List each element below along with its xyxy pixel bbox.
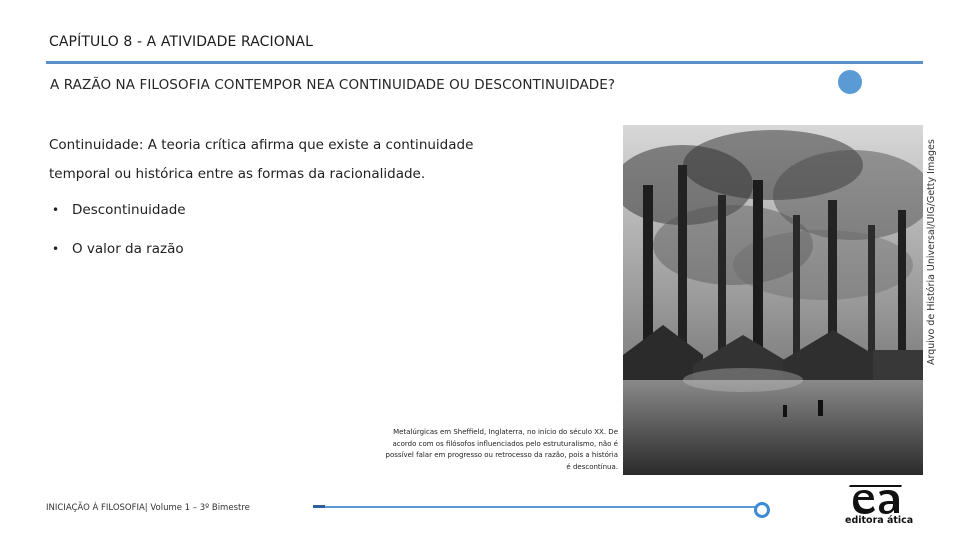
- caption-line: acordo com os filósofos influenciados pelo estruturalismo, não é: [392, 439, 618, 448]
- bullet-icon: •: [52, 203, 60, 217]
- header-rule: [46, 61, 923, 64]
- caption-line: Metalúrgicas em Sheffield, Inglaterra, no início do século XX. De: [393, 428, 618, 436]
- bullet-icon: •: [52, 242, 60, 256]
- photo-credit-text: Arquivo de História Universal/UIG/Getty Images: [926, 139, 937, 365]
- footer-line-start: [313, 505, 325, 508]
- photo-credit: [926, 115, 940, 365]
- caption-line: é descontínua.: [566, 462, 618, 471]
- chapter-title: CAPÍTULO 8 - A ATIVIDADE RACIONAL: [49, 34, 314, 50]
- section-title: A RAZÃO NA FILOSOFIA CONTEMPOR NEA CONTINUIDADE OU DESCONTINUIDADE?: [50, 77, 616, 93]
- caption-line: possível falar em progresso ou retrocesso da razão, pois a história: [385, 451, 618, 459]
- banner-circle-icon: [830, 64, 870, 104]
- photo-caption: [340, 427, 618, 473]
- intro-line-1: Continuidade: A teoria crítica afirma que existe a continuidade: [49, 137, 474, 153]
- footer-progress-line: [313, 506, 756, 508]
- footer-circle-icon: [754, 502, 770, 518]
- sheffield-factories-photo: [623, 125, 923, 475]
- bullet-item-valor-da-razao: [52, 241, 184, 257]
- footer-text: INICIAÇÃO À FILOSOFIA| Volume 1 – 3º Bimestre: [46, 503, 250, 513]
- bullet-label: Descontinuidade: [72, 202, 186, 218]
- bullet-label: O valor da razão: [72, 241, 184, 257]
- intro-line-2: temporal ou histórica entre as formas da racionalidade.: [49, 166, 426, 182]
- publisher-name: editora ática: [845, 515, 914, 526]
- bullet-item-descontinuidade: [52, 202, 186, 218]
